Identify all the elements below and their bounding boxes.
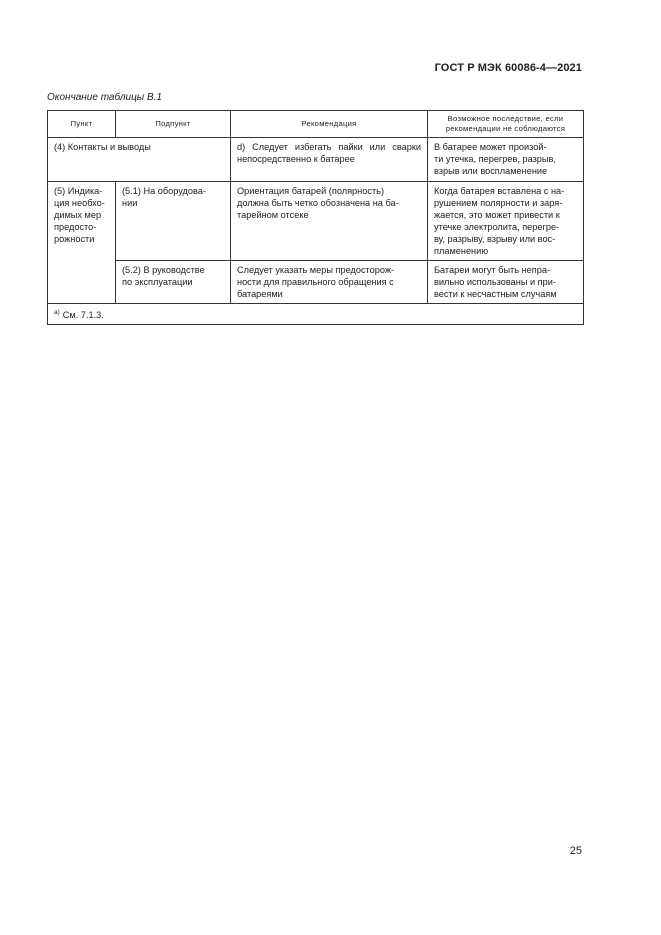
document-id: ГОСТ Р МЭК 60086-4—2021 [434, 62, 582, 74]
column-header-subitem: Подпункт [116, 111, 231, 138]
item-cell: (4) Контакты и выводы [48, 138, 231, 182]
footnote-row [48, 304, 584, 325]
subitem-cell: (5.1) На оборудова- нии [116, 182, 231, 261]
recommendation-cell: d) Следует избегать пайки или сварки непосредственно к батарее [231, 138, 428, 182]
column-header-item: Пункт [48, 111, 116, 138]
footnote [48, 304, 584, 325]
table-row [48, 182, 584, 261]
column-header-recommendation: Рекомендация [231, 111, 428, 138]
consequence-cell: Когда батарея вставлена с на- рушением полярности и заря- жается, это может привести к утечке электролита, перегре- ву, разрыву, взрыву или вос- пламенению [428, 182, 584, 261]
recommendation-cell: Ориентация батарей (полярность) должна быть четко обозначена на ба- тарейном отсеке [231, 182, 428, 261]
consequence-cell: В батарее может произой- ти утечка, перегрев, разрыв, взрыв или воспламенение [428, 138, 584, 182]
table-row [48, 261, 584, 304]
consequence-cell: Батареи могут быть непра- вильно использованы и при- вести к несчастным случаям [428, 261, 584, 304]
recommendation-cell: Следует указать меры предосторож- ности для правильного обращения с батареями [231, 261, 428, 304]
table-header-row [48, 111, 584, 138]
table-row [48, 138, 584, 182]
footnote-text: См. 7.1.3. [62, 310, 104, 321]
table-caption: Окончание таблицы В.1 [47, 92, 162, 103]
item-cell: (5) Индика- ция необхо- димых мер предосто- рожности [48, 182, 116, 304]
footnote-marker: а) [54, 309, 60, 316]
subitem-cell: (5.2) В руководстве по эксплуатации [116, 261, 231, 304]
recommendations-table [47, 110, 584, 325]
column-header-consequence: Возможное последствие, если рекомендации не соблюдаются [428, 111, 584, 138]
page-number: 25 [569, 845, 582, 857]
